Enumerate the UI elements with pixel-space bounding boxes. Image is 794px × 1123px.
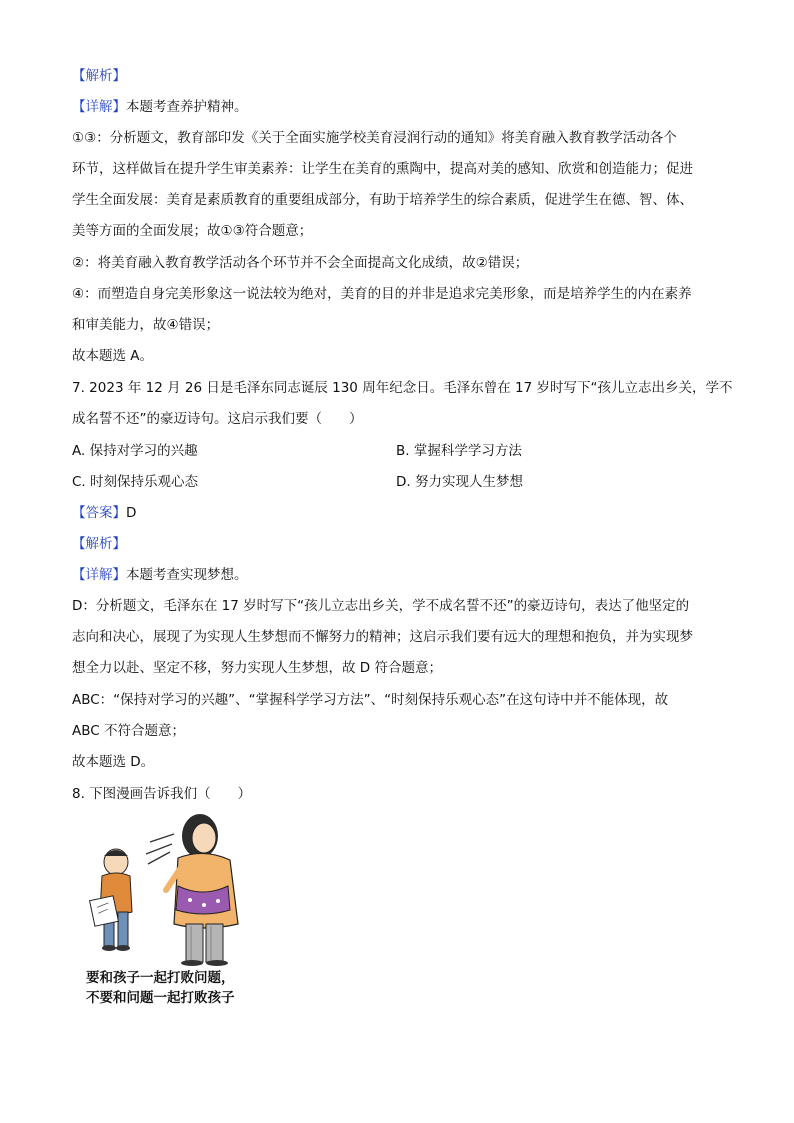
- q7-text-line: ABC 不符合题意；: [72, 723, 185, 739]
- q7-stem-line: 7. 2023 年 12 月 26 日是毛泽东同志诞辰 130 周年纪念日。毛泽东曾在 17 岁时写下“孩儿立志出乡关，学不: [72, 380, 733, 396]
- q6-detail-line: [72, 97, 722, 117]
- cartoon-illustration: [78, 806, 268, 966]
- q7-answer: D: [126, 505, 137, 521]
- q6-text-line: 美等方面的全面发展；故①③符合题意；: [72, 223, 313, 239]
- q7-detail-line: [72, 565, 722, 585]
- q7-option-d: D. 努力实现人生梦想: [396, 474, 523, 490]
- adult-figure: [166, 814, 238, 966]
- q6-text-line: ④：而塑造自身完美形象这一说法较为绝对，美育的目的并非是追求完美形象，而是培养学生的内在素养: [72, 286, 692, 302]
- q7-text-line: 志向和决心，展现了为实现人生梦想而不懈努力的精神；这启示我们要有远大的理想和抱负，并为实现梦: [72, 629, 693, 645]
- q7-text-line: ABC：“保持对学习的兴趣”、“掌握科学学习方法”、“时刻保持乐观心态”在这句诗中并不能体现，故: [72, 692, 669, 708]
- q7-option-b: B. 掌握科学学习方法: [396, 443, 522, 459]
- q7-text-line: 想全力以赴、坚定不移，努力实现人生梦想，故 D 符合题意；: [72, 660, 442, 676]
- q7-conclusion: 故本题选 D。: [72, 754, 155, 770]
- q7-detail-tag: 【详解】: [72, 567, 126, 583]
- q7-option-a: A. 保持对学习的兴趣: [72, 443, 198, 459]
- q7-stem-line: 成名誓不还”的豪迈诗句。这启示我们要（ ）: [72, 411, 363, 427]
- q7-detail-text: 本题考查实现梦想。: [126, 567, 248, 583]
- q7-option-c: C. 时刻保持乐观心态: [72, 474, 199, 490]
- q6-conclusion: 故本题选 A。: [72, 348, 154, 364]
- q6-detail-text: 本题考查养护精神。: [126, 99, 248, 115]
- q7-analysis-heading: 【解析】: [72, 536, 126, 552]
- q6-detail-tag: 【详解】: [72, 99, 126, 115]
- q7-text-line: D：分析题文，毛泽东在 17 岁时写下“孩儿立志出乡关，学不成名誓不还”的豪迈诗句，表达了他坚定的: [72, 598, 690, 614]
- shout-lines: [146, 834, 174, 864]
- q6-text-line: 和审美能力，故④错误；: [72, 317, 220, 333]
- q7-answer-line: [72, 503, 722, 523]
- child-figure: [90, 849, 132, 951]
- cartoon-caption-line: 不要和问题一起打败孩子: [86, 990, 235, 1006]
- q7-answer-tag: 【答案】: [72, 505, 126, 521]
- q6-text-line: ①③：分析题文，教育部印发《关于全面实施学校美育浸润行动的通知》将美育融入教育教学活动各个: [72, 130, 677, 146]
- q8-stem: 8. 下图漫画告诉我们（ ）: [72, 786, 252, 802]
- q6-text-line: 学生全面发展：美育是素质教育的重要组成部分，有助于培养学生的综合素质，促进学生在德、智、体、: [72, 192, 693, 208]
- q6-analysis-heading: 【解析】: [72, 68, 126, 84]
- q6-text-line: ②：将美育融入教育教学活动各个环节并不会全面提高文化成绩，故②错误；: [72, 255, 529, 271]
- cartoon-caption-line: 要和孩子一起打败问题，: [86, 970, 235, 986]
- q6-text-line: 环节，这样做旨在提升学生审美素养：让学生在美育的熏陶中，提高对美的感知、欣赏和创造能力；促进: [72, 161, 693, 177]
